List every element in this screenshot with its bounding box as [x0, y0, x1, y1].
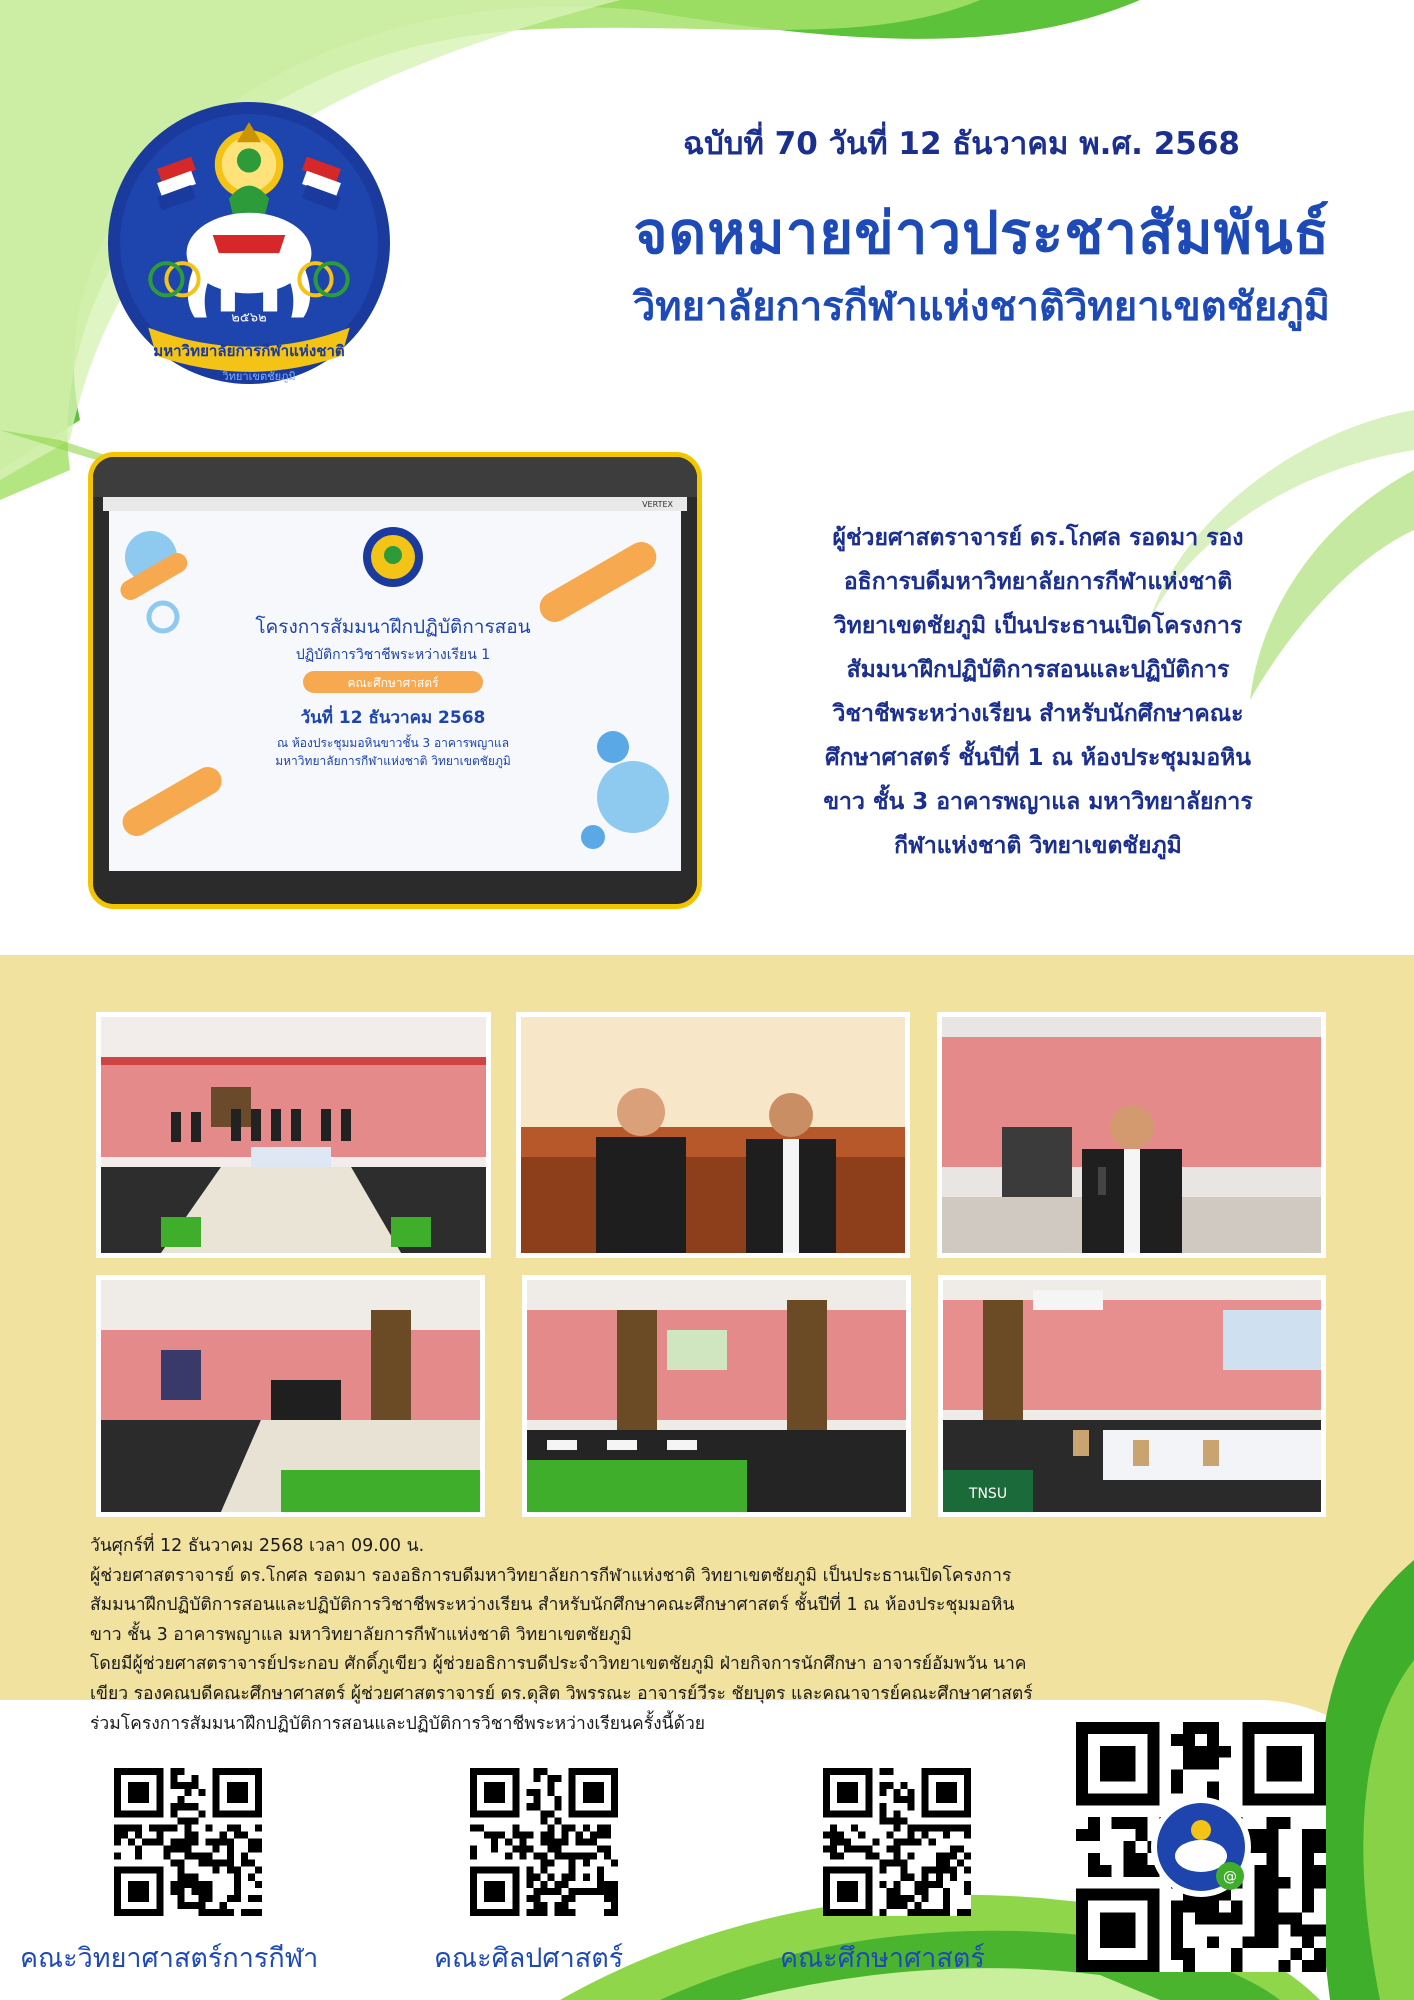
summary-line: วิทยาเขตชัยภูมิ เป็นประธานเปิดโครงการ: [833, 613, 1243, 639]
issue-line: ฉบับที่ 70 วันที่ 12 ธันวาคม พ.ศ. 2568: [682, 126, 1240, 162]
screen-date: วันที่ 12 ธันวาคม 2568: [300, 708, 486, 728]
summary-line: อธิการบดีมหาวิทยาลัยการกีฬาแห่งชาติ: [843, 569, 1233, 595]
qr-code-sports-science[interactable]: [114, 1768, 262, 1916]
detail-line: โดยมีผู้ช่วยศาสตราจารย์ประกอบ ศักดิ์ภูเขียว ผู้ช่วยอธิการบดีประจำวิทยาเขตชัยภูมิ ฝ่ายกิจการนักศึกษา อาจารย์อัมพวัน นาค: [90, 1654, 1027, 1675]
screen-place-2: มหาวิทยาลัยการกีฬาแห่งชาติ วิทยาเขตชัยภูมิ: [275, 754, 511, 768]
event-photo-4: [96, 1275, 485, 1517]
qr-icon: [114, 1768, 262, 1916]
shirt-print-text: TNSU: [968, 1486, 1008, 1502]
feature-summary: [768, 516, 1308, 868]
feature-photo: [88, 452, 702, 909]
qr-label-liberal-arts: คณะศิลปศาสตร์: [434, 1943, 624, 1974]
line-badge-text: @: [1223, 1869, 1237, 1885]
summary-line: วิชาชีพระหว่างเรียน สำหรับนักศึกษาคณะ: [832, 701, 1244, 727]
university-logo: [108, 102, 390, 384]
screen-place-1: ณ ห้องประชุมมอหินขาวชั้น 3 อาคารพญาแล: [276, 736, 510, 750]
qr-code-liberal-arts[interactable]: [470, 1768, 618, 1916]
newsletter-title: จดหมายข่าวประชาสัมพันธ์: [633, 199, 1330, 267]
logo-campus-text: วิทยาเขตชัยภูมิ: [222, 369, 296, 383]
screen-line-2: ปฏิบัติการวิชาชีพระหว่างเรียน 1: [295, 647, 491, 663]
summary-line: ผู้ช่วยศาสตราจารย์ ดร.โกศล รอดมา รอง: [832, 525, 1244, 551]
qr-icon: [823, 1768, 971, 1916]
qr-icon: [470, 1768, 618, 1916]
college-name: วิทยาลัยการกีฬาแห่งชาติวิทยาเขตชัยภูมิ: [632, 284, 1330, 330]
screen-line-1: โครงการสัมมนาฝึกปฏิบัติการสอน: [255, 616, 531, 638]
projector-brand: VERTEX: [642, 500, 673, 509]
qr-code-education[interactable]: [823, 1768, 971, 1916]
detail-line: ผู้ช่วยศาสตราจารย์ ดร.โกศล รอดมา รองอธิการบดีมหาวิทยาลัยการกีฬาแห่งชาติ วิทยาเขตชัยภูมิ เป็นประธานเปิดโครงการ: [90, 1565, 1012, 1586]
qr-label-education: คณะศึกษาศาสตร์: [780, 1943, 985, 1974]
summary-line: ขาว ชั้น 3 อาคารพญาแล มหาวิทยาลัยการ: [823, 789, 1253, 815]
detail-paragraph: [90, 1532, 1210, 1739]
event-photo-1: [96, 1012, 491, 1258]
detail-line: ร่วมโครงการสัมมนาฝึกปฏิบัติการสอนและปฏิบัติการวิชาชีพระหว่างเรียนครั้งนี้ด้วย: [90, 1713, 706, 1734]
event-photo-5: [522, 1275, 911, 1517]
detail-line: เขียว รองคณบดีคณะศึกษาศาสตร์ ผู้ช่วยศาสตราจารย์ ดร.ดุสิต วิพรรณะ อาจารย์วีระ ชัยบุตร และคณาจารย์คณะศึกษาศาสตร์: [90, 1683, 1033, 1704]
summary-line: สัมมนาฝึกปฏิบัติการสอนและปฏิบัติการ: [846, 657, 1230, 683]
screen-badge: คณะศึกษาศาสตร์: [347, 676, 439, 690]
qr-center-logo-icon: [1148, 1794, 1254, 1900]
qr-code-line-official[interactable]: [1076, 1722, 1326, 1972]
event-photo-6: [938, 1275, 1326, 1517]
event-photo-2: [516, 1012, 910, 1258]
event-photo-3: [937, 1012, 1326, 1258]
qr-label-sports-science: คณะวิทยาศาสตร์การกีฬา: [20, 1943, 319, 1974]
summary-line: ศึกษาศาสตร์ ชั้นปีที่ 1 ณ ห้องประชุมมอหิน: [824, 745, 1252, 771]
summary-line: กีฬาแห่งชาติ วิทยาเขตชัยภูมิ: [894, 833, 1182, 859]
logo-year-text: ๒๕๖๒: [231, 310, 267, 326]
detail-line: ขาว ชั้น 3 อาคารพญาแล มหาวิทยาลัยการกีฬาแห่งชาติ วิทยาเขตชัยภูมิ: [90, 1624, 632, 1645]
logo-ring-text: มหาวิทยาลัยการกีฬาแห่งชาติ: [153, 341, 345, 360]
detail-line: สัมมนาฝึกปฏิบัติการสอนและปฏิบัติการวิชาชีพระหว่างเรียน สำหรับนักศึกษาคณะศึกษาศาสตร์ ชั้นปีที่ 1 ณ ห้องประชุมมอหิน: [90, 1595, 1015, 1616]
detail-line: วันศุกร์ที่ 12 ธันวาคม 2568 เวลา 09.00 น.: [90, 1536, 425, 1556]
